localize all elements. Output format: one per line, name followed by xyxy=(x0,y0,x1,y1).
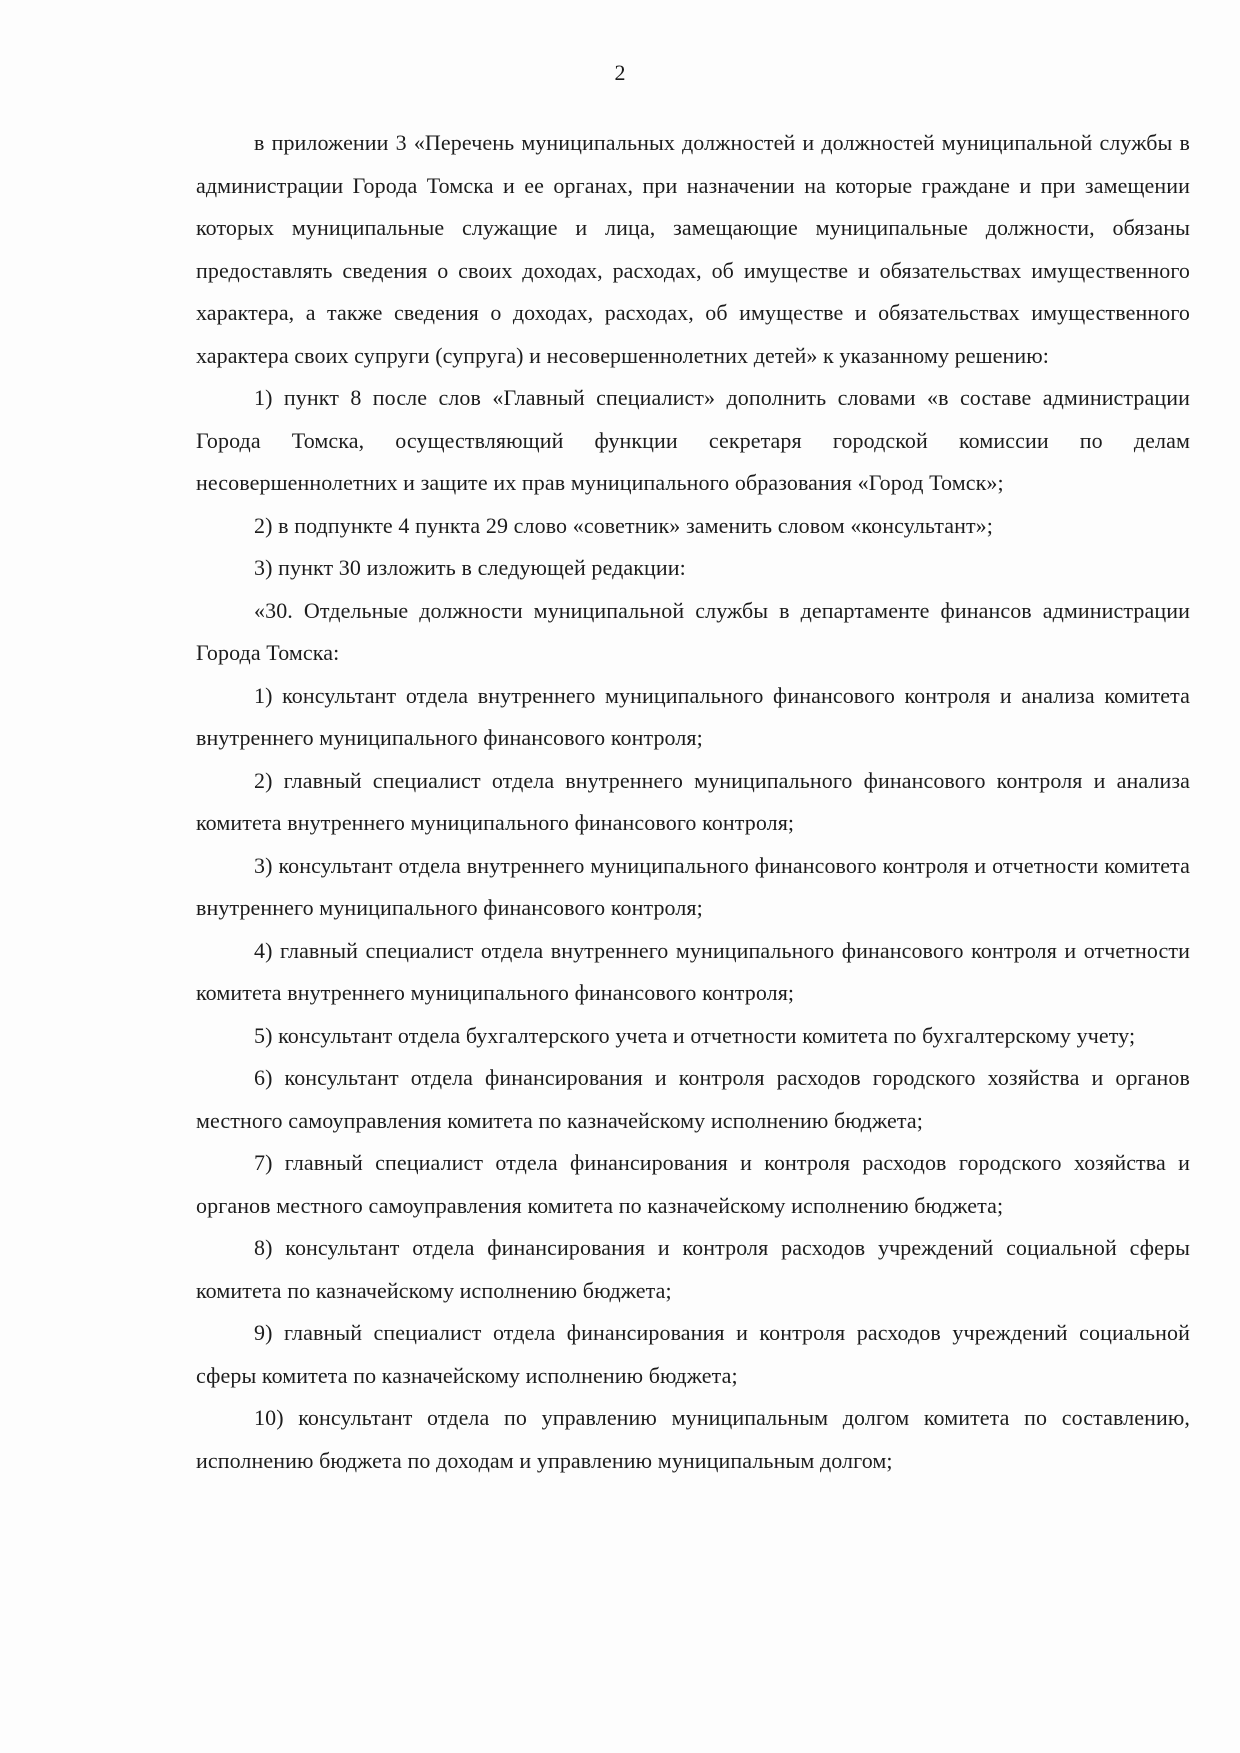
paragraph-item-2: 2) в подпункте 4 пункта 29 слово «советник» заменить словом «консультант»; xyxy=(254,512,993,538)
paragraph-item-1: 1) пункт 8 после слов «Главный специалист» дополнить словами «в составе администрации Города Томска, осуществляющий функции секретаря городской комиссии по делам несовершеннолетних и защите их прав муниципального образования «Город Томск»; xyxy=(196,385,1190,495)
list-item-8: 8) консультант отдела финансирования и контроля расходов учреждений социальной сферы комитета по казначейскому исполнению бюджета; xyxy=(196,1235,1190,1303)
list-item-6: 6) консультант отдела финансирования и контроля расходов городского хозяйства и органов местного самоуправления комитета по казначейскому исполнению бюджета; xyxy=(196,1065,1190,1133)
list-item-2: 2) главный специалист отдела внутреннего муниципального финансового контроля и анализа комитета внутреннего муниципального финансового контроля; xyxy=(196,767,1190,835)
list-item-5: 5) консультант отдела бухгалтерского учета и отчетности комитета по бухгалтерскому учету; xyxy=(254,1022,1136,1048)
list-item-10: 10) консультант отдела по управлению муниципальным долгом комитета по составлению, исполнению бюджета по доходам и управлению муниципальным долгом; xyxy=(196,1405,1190,1473)
paragraph-item-3: 3) пункт 30 изложить в следующей редакции: xyxy=(254,555,686,580)
list-item-1: 1) консультант отдела внутреннего муниципального финансового контроля и анализа комитета внутреннего муниципального финансового контроля; xyxy=(196,682,1190,750)
paragraph-appendix-intro: в приложении 3 «Перечень муниципальных должностей и должностей муниципальной службы в администрации Города Томска и ее органах, при назначении на которые граждане и при замещении которых муниципальные служащие и лица, замещающие муниципальные должности, обязаны предоставлять сведения о своих доходах, расходах, об имуществе и обязательствах имущественного характера, а также сведения о доходах, расходах, об имуществе и обязательствах имущественного характера своих супруги (супруга) и несовершеннолетних детей» к указанному решению: xyxy=(196,130,1190,368)
list-item-3: 3) консультант отдела внутреннего муниципального финансового контроля и отчетности комитета внутреннего муниципального финансового контроля; xyxy=(196,852,1190,920)
document-body xyxy=(196,122,1190,1482)
page-number: 2 xyxy=(614,60,626,85)
list-item-9: 9) главный специалист отдела финансирования и контроля расходов учреждений социальной сферы комитета по казначейскому исполнению бюджета; xyxy=(196,1320,1190,1388)
paragraph-clause-30: «30. Отдельные должности муниципальной службы в департаменте финансов администрации Города Томска: xyxy=(196,597,1190,665)
list-item-4: 4) главный специалист отдела внутреннего муниципального финансового контроля и отчетности комитета внутреннего муниципального финансового контроля; xyxy=(196,937,1190,1005)
list-item-7: 7) главный специалист отдела финансирования и контроля расходов городского хозяйства и органов местного самоуправления комитета по казначейскому исполнению бюджета; xyxy=(196,1150,1190,1218)
